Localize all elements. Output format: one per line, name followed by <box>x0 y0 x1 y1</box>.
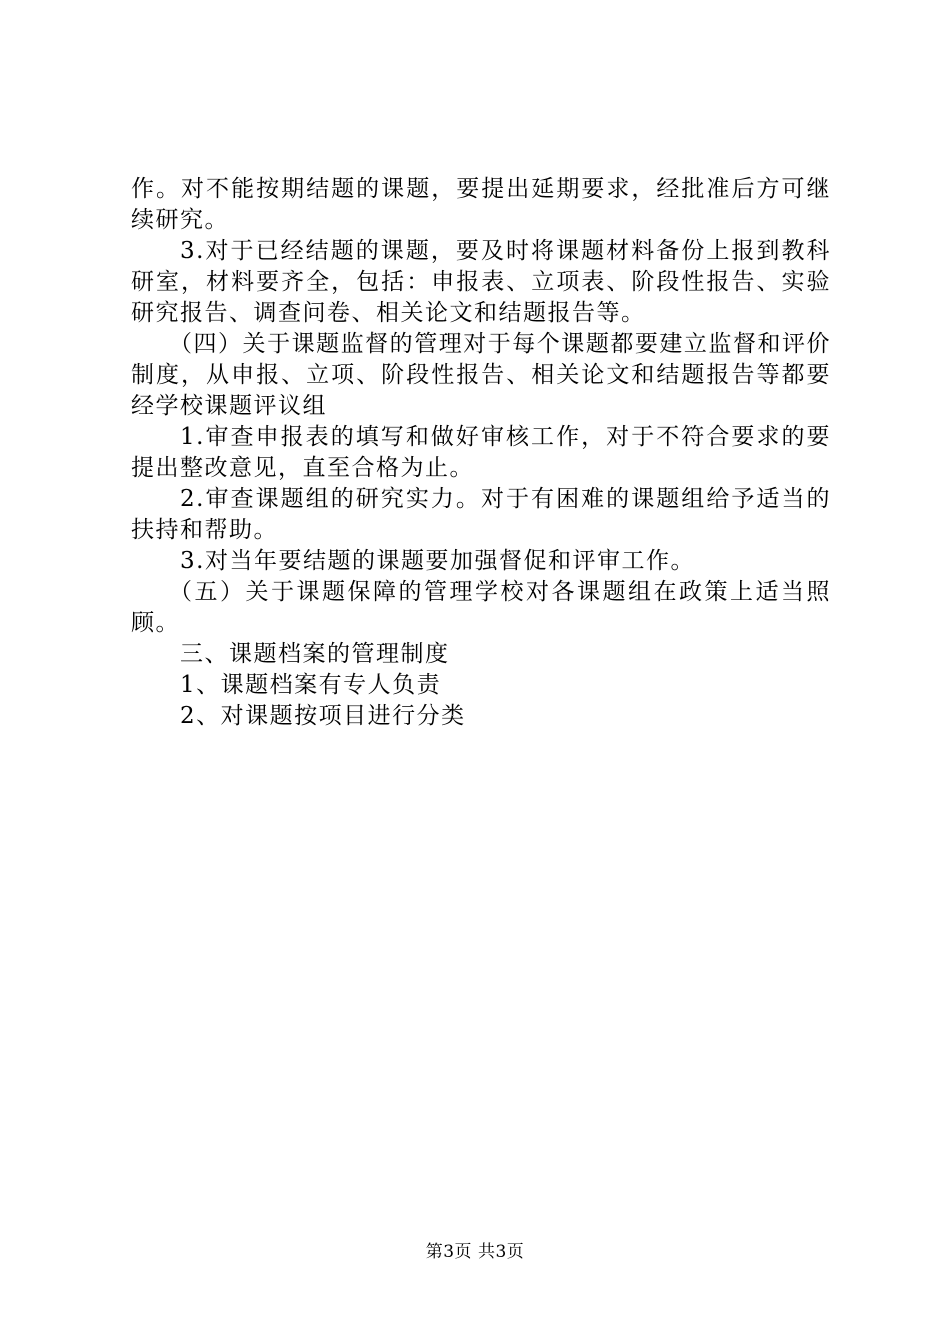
paragraph-item-3-archive: 3.对于已经结题的课题，要及时将课题材料备份上报到教科研室，材料要齐全，包括：申报表、立项表、阶段性报告、实验研究报告、调查问卷、相关论文和结题报告等。 <box>131 238 831 326</box>
paragraph-item-3-supervise: 3.对当年要结题的课题要加强督促和评审工作。 <box>180 548 695 574</box>
paragraph-item-2-capability: 2.审查课题组的研究实力。对于有困难的课题组给予适当的扶持和帮助。 <box>131 486 831 543</box>
paragraph-archive-item-1: 1、课题档案有专人负责 <box>180 672 442 698</box>
paragraph-section-4-supervision: （四）关于课题监督的管理对于每个课题都要建立监督和评价制度，从申报、立项、阶段性报告、相关论文和结题报告等都要经学校课题评议组 <box>131 331 831 419</box>
heading-section-3-archives: 三、课题档案的管理制度 <box>180 641 450 667</box>
page-number-footer: 第3页 共3页 <box>425 1242 525 1262</box>
document-body <box>131 174 831 732</box>
paragraph-item-1-review: 1.审查申报表的填写和做好审核工作，对于不符合要求的要提出整改意见，直至合格为止。 <box>131 424 831 481</box>
paragraph-archive-item-2: 2、对课题按项目进行分类 <box>180 703 466 729</box>
paragraph-section-5-support: （五）关于课题保障的管理学校对各课题组在政策上适当照顾。 <box>131 579 831 636</box>
paragraph-continuation: 作。对不能按期结题的课题，要提出延期要求，经批准后方可继续研究。 <box>131 176 831 233</box>
